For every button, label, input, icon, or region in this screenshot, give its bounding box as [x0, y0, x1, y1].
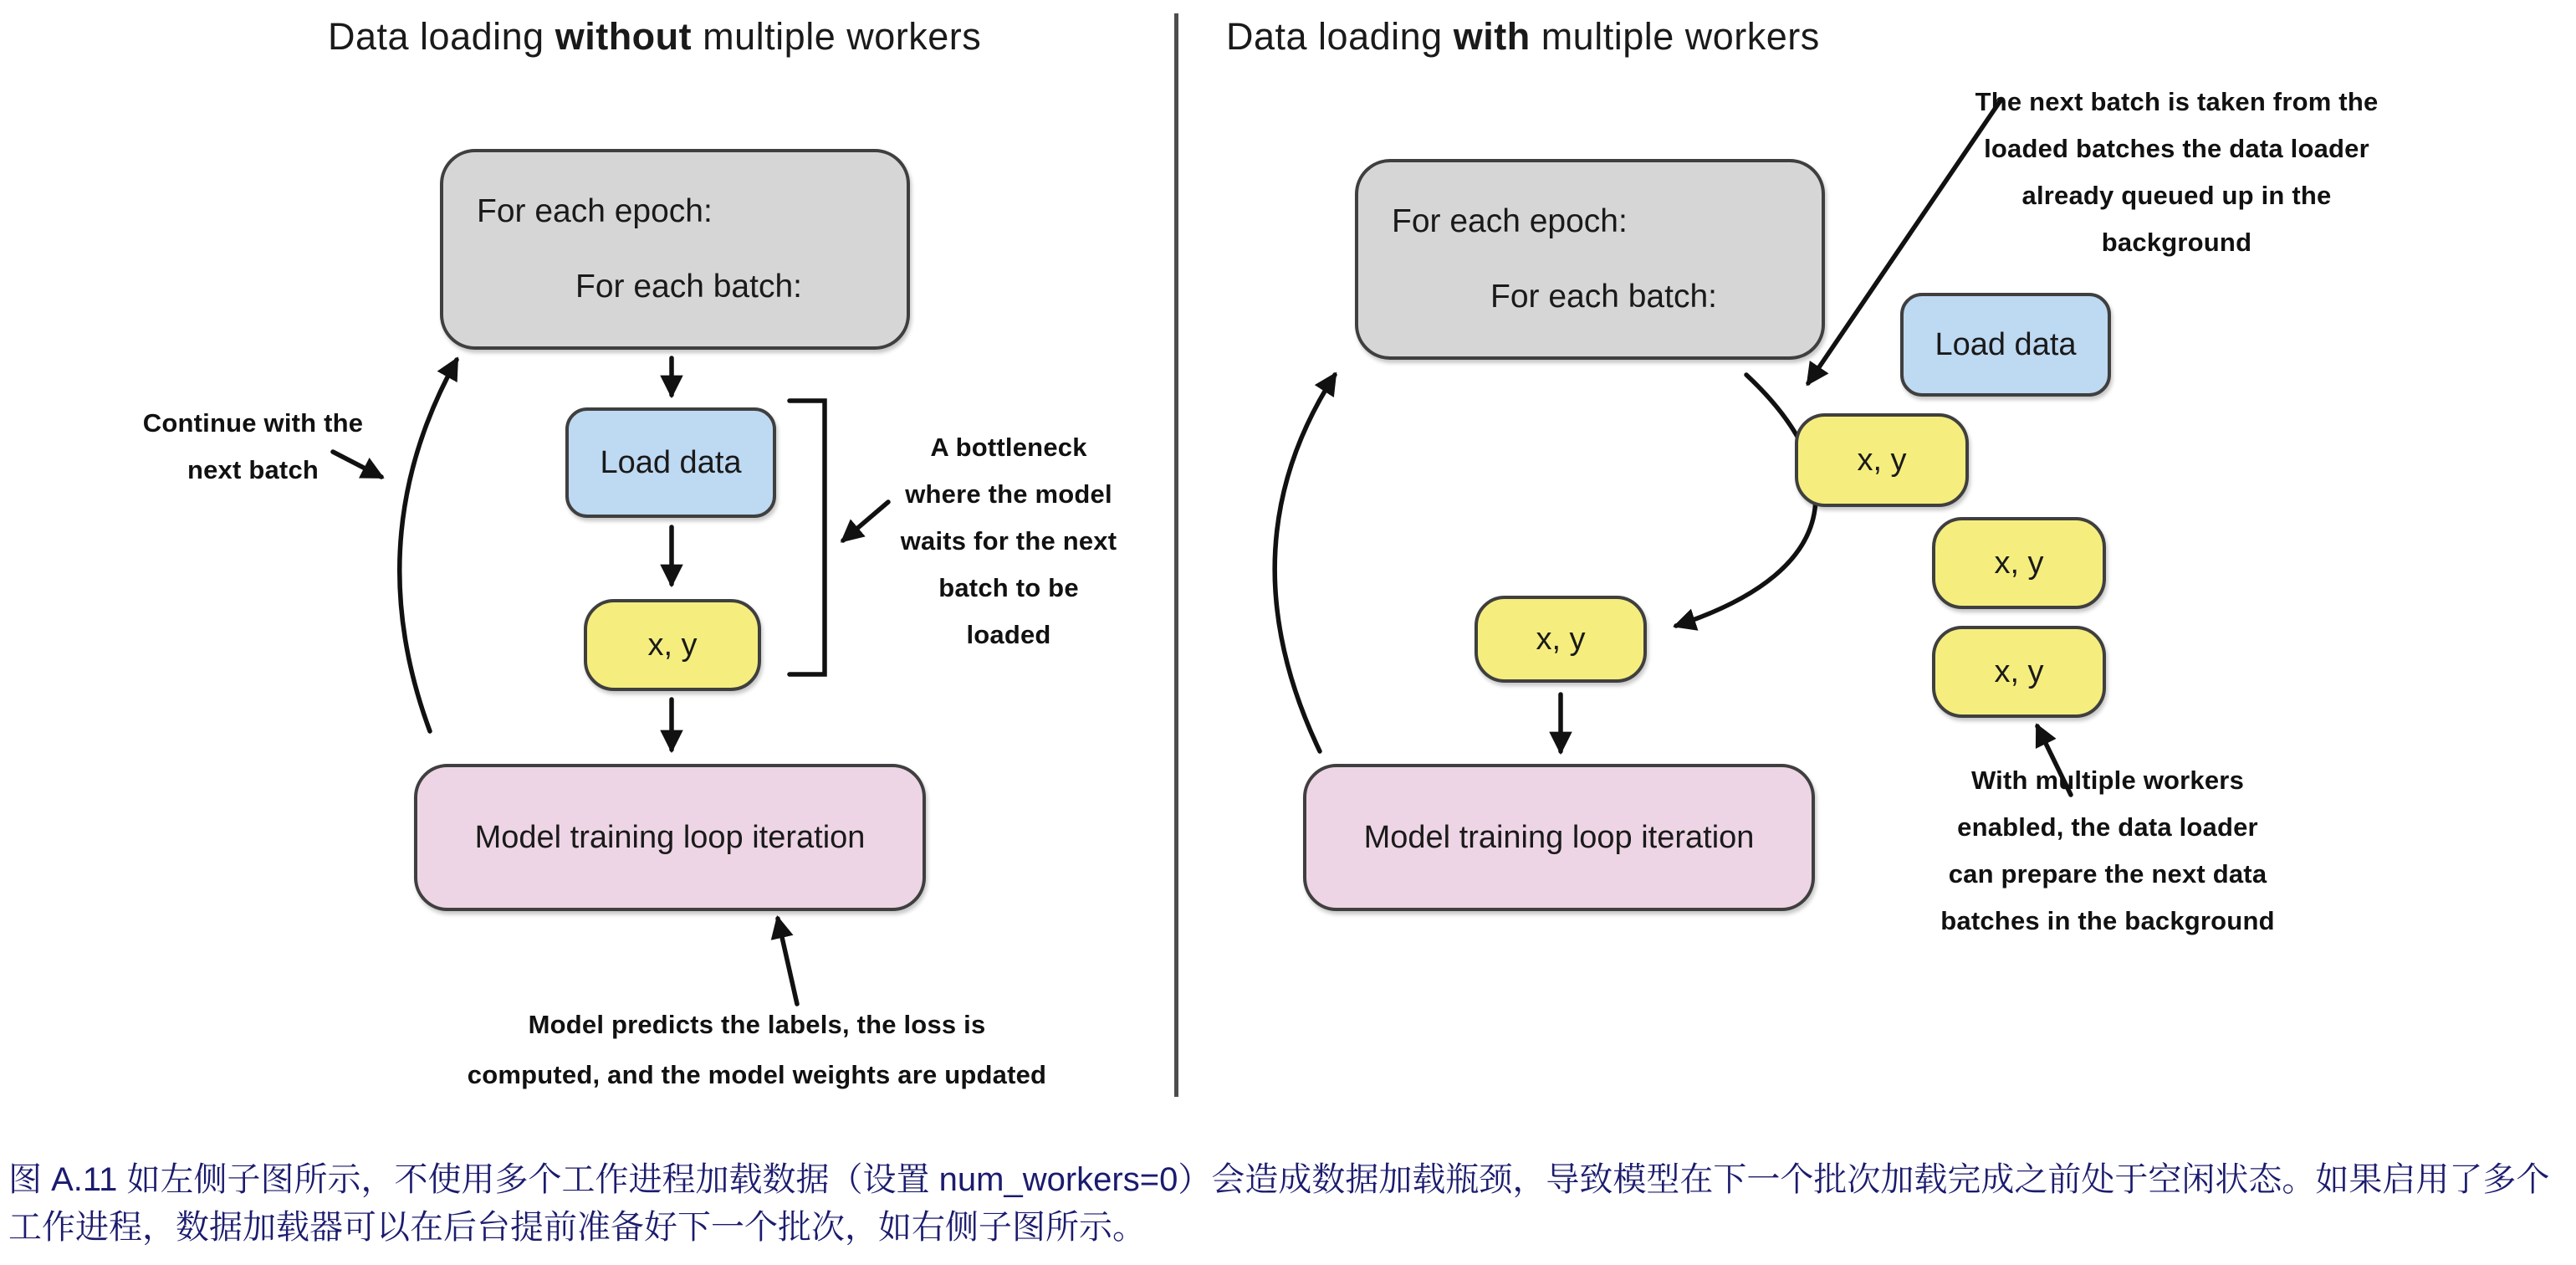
left-panel-title: [328, 15, 981, 59]
queue-note-line1: The next batch is taken from the: [1975, 87, 2379, 116]
left-title-bold-word: without: [555, 15, 693, 58]
queue-note: [1915, 79, 2438, 266]
figure-caption-line1: 图 A.11 如左侧子图所示，不使用多个工作进程加载数据（设置 num_workers=0）会造成数据加载瓶颈，导致模型在下一个批次加载完成之前处于空闲状态。如果启用了多个: [8, 1161, 2550, 1198]
right-train-label: Model training loop iteration: [1363, 819, 1755, 855]
right-epoch-to-batch-curve: [1676, 375, 1816, 626]
train-note-line2: computed, and the model weights are updated: [467, 1060, 1047, 1089]
right-load-data-box: [1900, 293, 2111, 397]
right-loop-box-line1: For each epoch:: [1392, 203, 1628, 239]
queue-note-line2: loaded batches the data loader: [1984, 134, 2369, 163]
right-load-data-label: Load data: [1935, 326, 2077, 362]
left-train-box: [414, 764, 926, 911]
right-loop-box-line2: For each batch:: [1490, 279, 1717, 315]
left-loop-box: [440, 149, 910, 350]
left-loop-box-line1: For each epoch:: [477, 193, 713, 229]
workers-note-line3: can prepare the next data: [1948, 859, 2267, 889]
bottleneck-note-line2: where the model: [905, 479, 1112, 509]
right-panel-title: [1226, 15, 1820, 59]
right-title-post: multiple workers: [1530, 15, 1820, 58]
bottleneck-note-line5: loaded: [966, 620, 1051, 649]
bottleneck-bracket: [790, 401, 825, 674]
left-title-pre: Data loading: [328, 15, 555, 58]
left-batch-label: x, y: [647, 627, 698, 663]
queue-batch-box-3: [1932, 626, 2106, 718]
panel-divider: [1174, 13, 1178, 1097]
figure-caption: [8, 1156, 2549, 1252]
right-loop-box: [1355, 159, 1825, 360]
left-load-data-label: Load data: [600, 444, 742, 480]
figure-caption-line2: 工作进程，数据加载器可以在后台提前准备好下一个批次，如右侧子图所示。: [8, 1209, 1146, 1246]
right-next-batch-label: x, y: [1536, 621, 1586, 657]
queue-batch-label-1: x, y: [1857, 442, 1907, 478]
queue-note-line3: already queued up in the: [2021, 181, 2332, 210]
bottleneck-note-line1: A bottleneck: [930, 433, 1087, 462]
queue-batch-label-3: x, y: [1994, 653, 2044, 689]
right-next-batch-box: [1475, 596, 1647, 683]
right-title-pre: Data loading: [1226, 15, 1454, 58]
left-train-label: Model training loop iteration: [474, 819, 866, 855]
left-loop-box-line2: For each batch:: [575, 269, 802, 305]
right-title-bold-word: with: [1453, 15, 1531, 58]
continue-note-line2: next batch: [187, 455, 319, 484]
right-train-box: [1303, 764, 1815, 911]
workers-note-line4: batches in the background: [1940, 906, 2275, 935]
workers-note: [1857, 757, 2359, 945]
train-note: [456, 1000, 1058, 1100]
left-title-post: multiple workers: [692, 15, 982, 58]
train-note-line1: Model predicts the labels, the loss is: [528, 1010, 986, 1039]
queue-batch-box-1: [1795, 413, 1969, 507]
bottleneck-note-line4: batch to be: [938, 573, 1079, 602]
queue-batch-label-2: x, y: [1994, 545, 2044, 581]
queue-batch-box-2: [1932, 517, 2106, 609]
continue-note-line1: Continue with the: [142, 408, 364, 438]
bottleneck-note: [861, 424, 1156, 658]
workers-note-line1: With multiple workers: [1970, 766, 2245, 795]
left-load-data-box: [565, 407, 776, 518]
left-batch-box: [584, 599, 761, 691]
bottleneck-note-line3: waits for the next: [900, 526, 1117, 556]
workers-note-line2: enabled, the data loader: [1957, 812, 2258, 842]
right-loop-arrow: [1275, 375, 1335, 751]
train-note-pointer-arrow: [778, 919, 797, 1004]
continue-note: [88, 400, 418, 494]
queue-note-line4: background: [2101, 228, 2252, 257]
